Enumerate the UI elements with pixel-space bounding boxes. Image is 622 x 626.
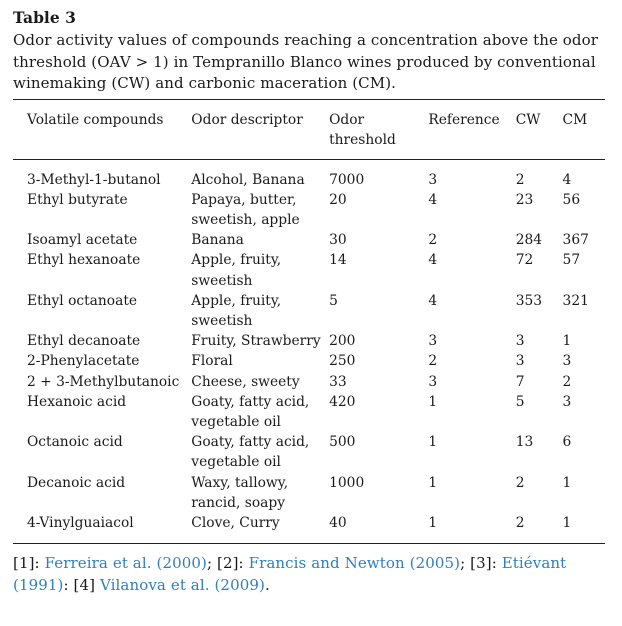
header-cw: CW bbox=[516, 99, 563, 159]
cell-compound: 2 + 3-Methylbutanoic bbox=[27, 373, 180, 390]
ref3-marker: [3]: bbox=[470, 554, 497, 573]
cell-descriptor: Apple, fruity, sweetish bbox=[191, 252, 282, 289]
cell-descriptor: Floral bbox=[191, 353, 233, 370]
cell-cm: 4 bbox=[562, 171, 572, 188]
table-row bbox=[13, 159, 605, 190]
cell-descriptor: Apple, fruity, sweetish bbox=[191, 292, 282, 329]
cell-cw: 3 bbox=[515, 353, 525, 370]
cell-descriptor: Waxy, tallowy, rancid, soapy bbox=[191, 474, 289, 511]
cell-threshold: 33 bbox=[329, 373, 347, 390]
header-row bbox=[13, 99, 605, 159]
cell-descriptor: Alcohol, Banana bbox=[191, 171, 305, 188]
cell-compound: Ethyl decanoate bbox=[27, 333, 141, 350]
header-descriptor: Odor descriptor bbox=[191, 99, 329, 159]
table-row bbox=[13, 250, 605, 290]
table-caption: Odor activity values of compounds reaching a concentration above the odor threshold (OAV > 1) in Tempranillo Blanco wines produced by conventional winemaking (CW) and carbonic maceration (CM). bbox=[13, 31, 599, 92]
ref1-link[interactable]: Ferreira et al. (2000) bbox=[44, 554, 207, 573]
header-threshold-line1: Odor bbox=[329, 111, 365, 128]
cell-cw: 7 bbox=[515, 373, 525, 390]
footnote-end: . bbox=[264, 576, 270, 595]
cell-cw: 2 bbox=[515, 474, 525, 491]
ref2-marker: [2]: bbox=[217, 554, 244, 573]
cell-cw: 13 bbox=[515, 434, 534, 451]
cell-threshold: 20 bbox=[329, 191, 347, 208]
cell-cm: 6 bbox=[562, 434, 572, 451]
cell-cm: 57 bbox=[562, 252, 581, 269]
table-label: Table 3 bbox=[13, 8, 76, 27]
oav-table bbox=[13, 99, 605, 545]
table-footnote bbox=[13, 552, 605, 596]
cell-cw: 353 bbox=[515, 292, 543, 309]
cell-reference: 1 bbox=[428, 393, 438, 410]
cell-threshold: 7000 bbox=[329, 171, 365, 188]
table-row bbox=[13, 473, 605, 513]
cell-cw: 3 bbox=[515, 333, 525, 350]
cell-compound: Octanoic acid bbox=[27, 434, 123, 451]
cell-compound: Ethyl hexanoate bbox=[27, 252, 141, 269]
table-row bbox=[13, 230, 605, 250]
ref4-link[interactable]: Vilanova et al. (2009) bbox=[99, 576, 265, 595]
cell-compound: Hexanoic acid bbox=[27, 393, 127, 410]
cell-reference: 2 bbox=[428, 232, 438, 249]
cell-threshold: 30 bbox=[329, 232, 347, 249]
cell-cw: 284 bbox=[515, 232, 543, 249]
cell-cw: 2 bbox=[515, 514, 525, 531]
table-row bbox=[13, 513, 605, 544]
cell-cm: 1 bbox=[562, 514, 572, 531]
cell-threshold: 200 bbox=[329, 333, 356, 350]
cell-threshold: 420 bbox=[329, 393, 356, 410]
cell-cw: 72 bbox=[515, 252, 534, 269]
table-body bbox=[13, 159, 605, 544]
cell-cm: 56 bbox=[562, 191, 581, 208]
cell-compound: Isoamyl acetate bbox=[27, 232, 138, 249]
table-row bbox=[13, 432, 605, 472]
table-row bbox=[13, 331, 605, 351]
table-row bbox=[13, 392, 605, 432]
table-figure bbox=[13, 8, 605, 596]
cell-compound: 3-Methyl-1-butanol bbox=[27, 171, 161, 188]
cell-cw: 2 bbox=[515, 171, 525, 188]
cell-descriptor: Cheese, sweety bbox=[191, 373, 300, 390]
ref1-separator: ; bbox=[206, 554, 213, 573]
cell-threshold: 14 bbox=[329, 252, 347, 269]
cell-cm: 2 bbox=[562, 373, 572, 390]
cell-reference: 3 bbox=[428, 171, 438, 188]
cell-compound: Ethyl octanoate bbox=[27, 292, 138, 309]
cell-threshold: 5 bbox=[329, 292, 338, 309]
cell-descriptor: Papaya, butter, sweetish, apple bbox=[191, 191, 300, 228]
cell-descriptor: Clove, Curry bbox=[191, 514, 280, 531]
cell-descriptor: Goaty, fatty acid, vegetable oil bbox=[191, 393, 310, 430]
cell-reference: 2 bbox=[428, 353, 438, 370]
cell-reference: 4 bbox=[428, 252, 438, 269]
header-reference: Reference bbox=[428, 99, 515, 159]
header-threshold-line2: threshold bbox=[329, 131, 396, 148]
cell-descriptor: Goaty, fatty acid, vegetable oil bbox=[191, 434, 310, 471]
table-row bbox=[13, 372, 605, 392]
cell-compound: Ethyl butyrate bbox=[27, 191, 128, 208]
ref3-separator: : bbox=[63, 576, 69, 595]
ref3-link[interactable]: Etiévant (1991) bbox=[13, 554, 567, 595]
cell-reference: 1 bbox=[428, 514, 438, 531]
cell-reference: 4 bbox=[428, 292, 438, 309]
ref2-separator: ; bbox=[460, 554, 466, 573]
cell-cm: 3 bbox=[562, 393, 572, 410]
cell-cw: 23 bbox=[515, 191, 534, 208]
cell-cm: 1 bbox=[562, 333, 572, 350]
ref4-marker: [4] bbox=[73, 576, 96, 595]
cell-threshold: 1000 bbox=[329, 474, 365, 491]
cell-threshold: 40 bbox=[329, 514, 347, 531]
cell-cw: 5 bbox=[515, 393, 525, 410]
cell-compound: 2-Phenylacetate bbox=[27, 353, 140, 370]
cell-cm: 321 bbox=[562, 292, 589, 309]
cell-reference: 3 bbox=[428, 333, 438, 350]
header-compound: Volatile compounds bbox=[13, 99, 191, 159]
cell-descriptor: Fruity, Strawberry bbox=[191, 333, 321, 350]
cell-reference: 1 bbox=[428, 474, 438, 491]
cell-cm: 1 bbox=[562, 474, 572, 491]
ref2-link[interactable]: Francis and Newton (2005) bbox=[248, 554, 461, 573]
cell-compound: Decanoic acid bbox=[27, 474, 126, 491]
cell-threshold: 500 bbox=[329, 434, 356, 451]
cell-reference: 3 bbox=[428, 373, 438, 390]
cell-cm: 3 bbox=[562, 353, 572, 370]
cell-compound: 4-Vinylguaiacol bbox=[27, 514, 134, 531]
header-threshold bbox=[329, 99, 428, 159]
header-cm: CM bbox=[563, 99, 605, 159]
cell-threshold: 250 bbox=[329, 353, 356, 370]
table-row bbox=[13, 190, 605, 230]
ref1-marker: [1]: bbox=[13, 554, 40, 573]
cell-cm: 367 bbox=[562, 232, 589, 249]
cell-descriptor: Banana bbox=[191, 232, 244, 249]
cell-reference: 1 bbox=[428, 434, 438, 451]
cell-reference: 4 bbox=[428, 191, 438, 208]
table-row bbox=[13, 351, 605, 371]
table-row bbox=[13, 291, 605, 331]
